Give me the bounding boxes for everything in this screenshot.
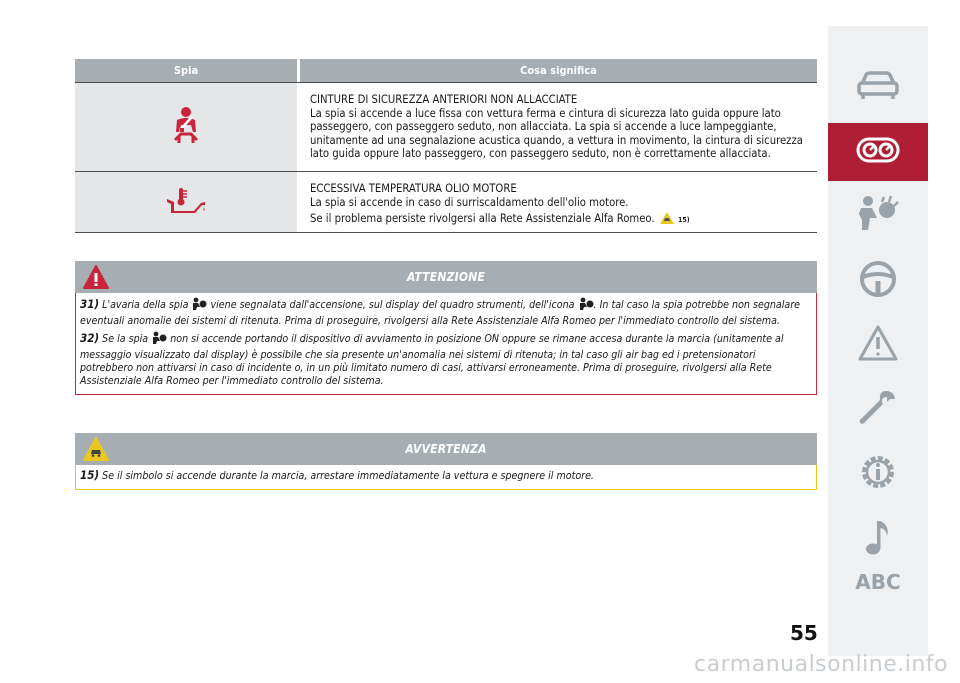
light-text-line: Se il problema persiste rivolgersi alla Rete Assistenziale Alfa Romeo. [310,212,655,226]
sidebar-item-instrument-panel[interactable] [828,123,928,181]
oil-temperature-icon [165,187,207,217]
page-number: 55 [790,621,818,645]
airbag-passenger-icon [191,297,207,315]
instrument-panel-icon [856,135,900,169]
sidebar-item-index[interactable] [828,553,928,611]
note-number: 31) [80,297,100,311]
caution-triangle-icon [660,212,674,228]
sidebar-item-maintenance[interactable] [828,381,928,439]
light-title: CINTURE DI SICUREZZA ANTERIORI NON ALLACCIATE [310,93,578,106]
header-col-spia: Spia [173,64,199,77]
note-text: viene segnalata dall'accensione, sul display del quadro strumenti, dell'icona [210,299,575,311]
chapter-sidebar [828,26,928,656]
avvertenza-title: AVVERTENZA [405,442,487,456]
note-item [80,297,810,328]
abc-index-label: ABC [855,570,901,594]
light-description [300,172,817,232]
avvertenza-header [75,433,817,465]
steering-wheel-icon [858,259,898,303]
car-icon [856,70,900,106]
note-text: . In tal caso la spia potrebbe non segnalare eventuali anomalie dei sistemi di ritenuta. Prima di proseguire, rivolgersi alla Rete Assistenziale Alfa Romeo per l'immediato controllo del sistema. [80,299,801,327]
watermark: carmanualsonline.info [694,652,948,677]
note-text: L'avaria della spia [102,299,189,311]
light-text: La spia si accende a luce fissa con vettura ferma e cintura di sicurezza lato guida oppure lato passeggero, con passeggero seduto, non allacciata. La spia si accende a luce lampeggiante, unitamente ad una segnalazione acustica quando, a vettura in movimento, la cintura di sicurezza lato guida oppure lato passeggero, con passeggero seduto, non è correttamente allacciata. [310,106,803,161]
wrench-icon [858,388,898,432]
airbag-passenger-icon [151,331,167,349]
sidebar-item-driving[interactable] [828,252,928,310]
note-text: Se la spia [102,333,149,345]
note-item [80,469,810,483]
note-text: Se il simbolo si accende durante la marcia, arrestare immediatamente la vettura e spegnere il motore. [102,470,594,482]
avvertenza-box [75,433,817,490]
light-text-2 [310,212,809,228]
header-col-cosa-significa: Cosa significa [520,64,597,77]
table-header [75,59,817,82]
sidebar-item-car[interactable] [828,59,928,117]
attenzione-header [75,261,817,293]
note-number: 15) [80,468,100,482]
sidebar-item-emergency[interactable] [828,316,928,374]
light-text: La spia si accende in caso di surriscaldamento dell'olio motore. [310,195,629,209]
light-icon-cell [75,172,297,232]
attenzione-body [75,293,817,395]
airbag-passenger-icon [856,194,900,238]
footnote-ref[interactable]: 15) [678,216,690,225]
table-row [75,172,817,233]
attenzione-title: ATTENZIONE [406,270,486,284]
note-item [80,331,810,388]
attenzione-box [75,261,817,395]
table-row [75,82,817,172]
airbag-passenger-icon [578,297,594,315]
info-gear-icon [857,451,899,497]
warning-lights-table [75,59,817,233]
seatbelt-warning-icon [169,106,203,148]
avvertenza-body [75,465,817,490]
light-description [300,83,817,171]
warning-triangle-icon [857,324,899,366]
sidebar-item-technical-data[interactable] [828,445,928,503]
note-number: 32) [80,331,100,345]
note-text: non si accende portando il dispositivo di avviamento in posizione ON oppure se rimane accesa durante la marcia (unitamente al messaggio visualizzato dal display) è possibile che sia presente un'anomalia nei sistemi di ritenuta; in tal caso gli air bag ed i pretensionatori potrebbero non attivarsi in caso di incidente o, in un più limitato numero di casi, attivarsi erroneamente. Prima di proseguire, rivolgersi alla Rete Assistenziale Alfa Romeo per l'immediato controllo del sistema. [80,333,784,387]
sidebar-item-safety[interactable] [828,187,928,245]
light-title: ECCESSIVA TEMPERATURA OLIO MOTORE [310,182,517,195]
light-icon-cell [75,83,297,171]
